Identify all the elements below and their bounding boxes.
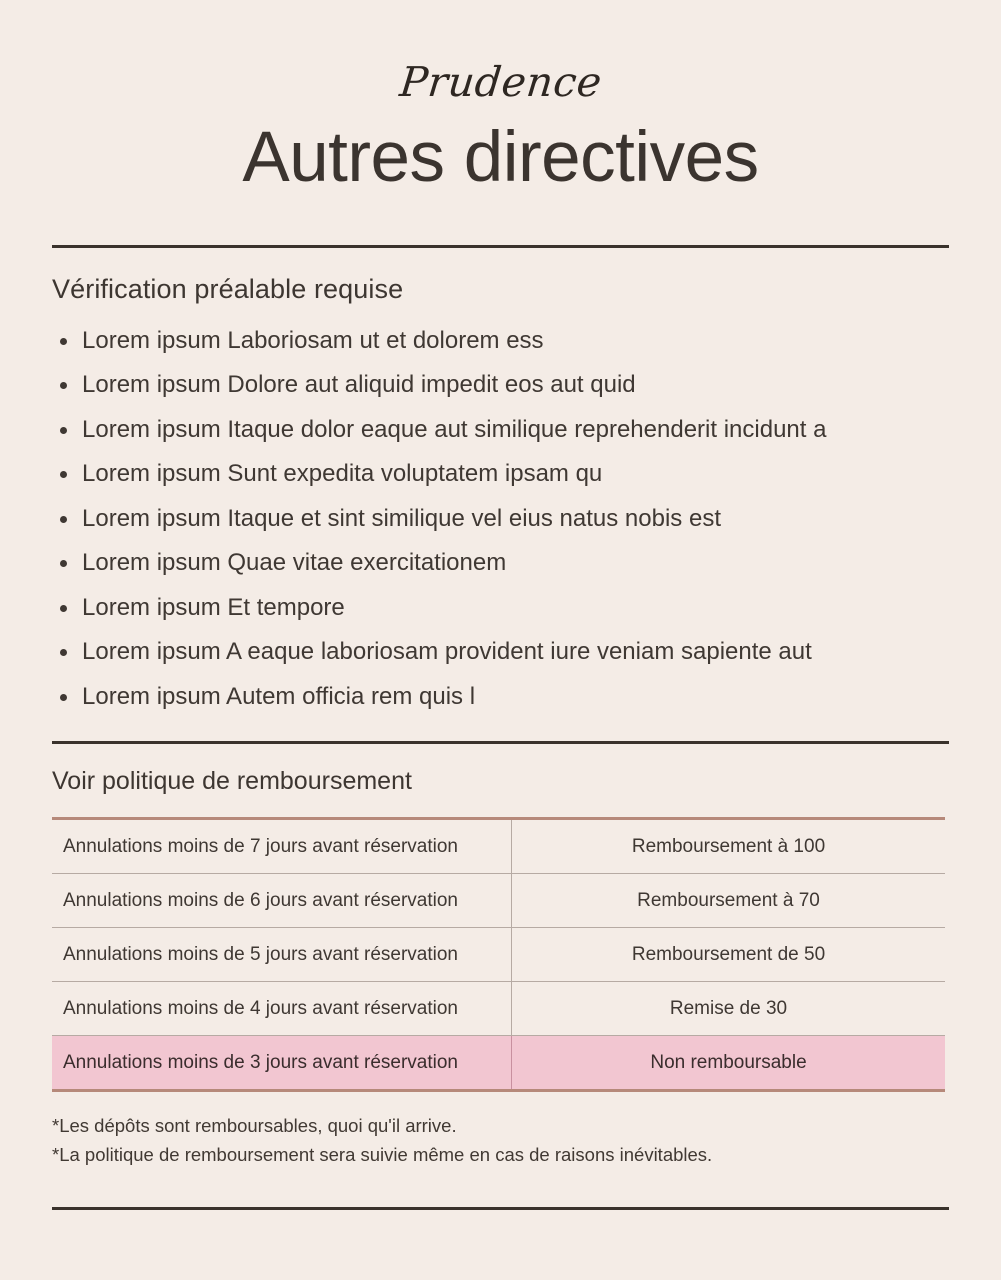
divider-top xyxy=(52,245,949,248)
list-item xyxy=(52,319,949,364)
list-item-label: Lorem ipsum Sunt expedita voluptatem ipsam qu xyxy=(82,460,603,488)
table-row-highlighted xyxy=(52,1036,945,1091)
list-item xyxy=(52,586,949,631)
list-item-label: Lorem ipsum Itaque dolor eaque aut similique reprehenderit incidunt a xyxy=(82,415,827,443)
list-item xyxy=(52,630,949,675)
table-row xyxy=(52,819,945,874)
list-item-label: Lorem ipsum Quae vitae exercitationem xyxy=(82,549,507,577)
bullet-icon xyxy=(60,382,67,389)
policy-heading: Voir politique de remboursement xyxy=(52,767,412,796)
list-item xyxy=(52,408,949,453)
bullet-icon xyxy=(60,471,67,478)
footnotes xyxy=(52,1111,949,1169)
table-cell-condition: Annulations moins de 7 jours avant réservation xyxy=(52,819,512,874)
list-item-label: Lorem ipsum Autem officia rem quis l xyxy=(82,682,476,710)
list-item-label: Lorem ipsum Dolore aut aliquid impedit eos aut quid xyxy=(82,371,636,399)
divider-middle xyxy=(52,741,949,744)
divider-bottom xyxy=(52,1207,949,1210)
bullet-icon xyxy=(60,516,67,523)
table-cell-result: Remise de 30 xyxy=(512,982,946,1036)
bullet-icon xyxy=(60,694,67,701)
table-cell-condition: Annulations moins de 5 jours avant réservation xyxy=(52,928,512,982)
policy-section xyxy=(0,767,1001,1169)
table-cell-condition: Annulations moins de 3 jours avant réservation xyxy=(52,1036,512,1091)
checklist-section xyxy=(0,274,1001,720)
list-item xyxy=(52,497,949,542)
table-cell-result: Remboursement de 50 xyxy=(512,928,946,982)
checklist-heading: Vérification préalable requise xyxy=(52,273,404,304)
brand-wordmark: Prudence xyxy=(397,58,604,106)
document-header xyxy=(0,0,1001,196)
list-item xyxy=(52,452,949,497)
table-cell-condition: Annulations moins de 4 jours avant réservation xyxy=(52,982,512,1036)
footnote: *Les dépôts sont remboursables, quoi qu'il arrive. xyxy=(52,1115,457,1137)
page-title: Autres directives xyxy=(242,118,759,197)
list-item xyxy=(52,363,949,408)
table-cell-condition: Annulations moins de 6 jours avant réservation xyxy=(52,874,512,928)
list-item-label: Lorem ipsum Laboriosam ut et dolorem ess xyxy=(82,326,544,354)
checklist xyxy=(52,319,949,720)
list-item xyxy=(52,541,949,586)
bullet-icon xyxy=(60,605,67,612)
list-item-label: Lorem ipsum Et tempore xyxy=(82,593,345,621)
list-item-label: Lorem ipsum Itaque et sint similique vel eius natus nobis est xyxy=(82,504,721,532)
list-item xyxy=(52,675,949,720)
bullet-icon xyxy=(60,649,67,656)
bullet-icon xyxy=(60,560,67,567)
table-cell-result: Remboursement à 100 xyxy=(512,819,946,874)
table-row xyxy=(52,982,945,1036)
refund-policy-table xyxy=(52,817,945,1092)
table-cell-result: Remboursement à 70 xyxy=(512,874,946,928)
bullet-icon xyxy=(60,427,67,434)
table-cell-result: Non remboursable xyxy=(512,1036,946,1091)
bullet-icon xyxy=(60,338,67,345)
table-row xyxy=(52,874,945,928)
footnote: *La politique de remboursement sera suivie même en cas de raisons inévitables. xyxy=(52,1144,713,1166)
table-row xyxy=(52,928,945,982)
list-item-label: Lorem ipsum A eaque laboriosam provident iure veniam sapiente aut xyxy=(82,638,812,666)
